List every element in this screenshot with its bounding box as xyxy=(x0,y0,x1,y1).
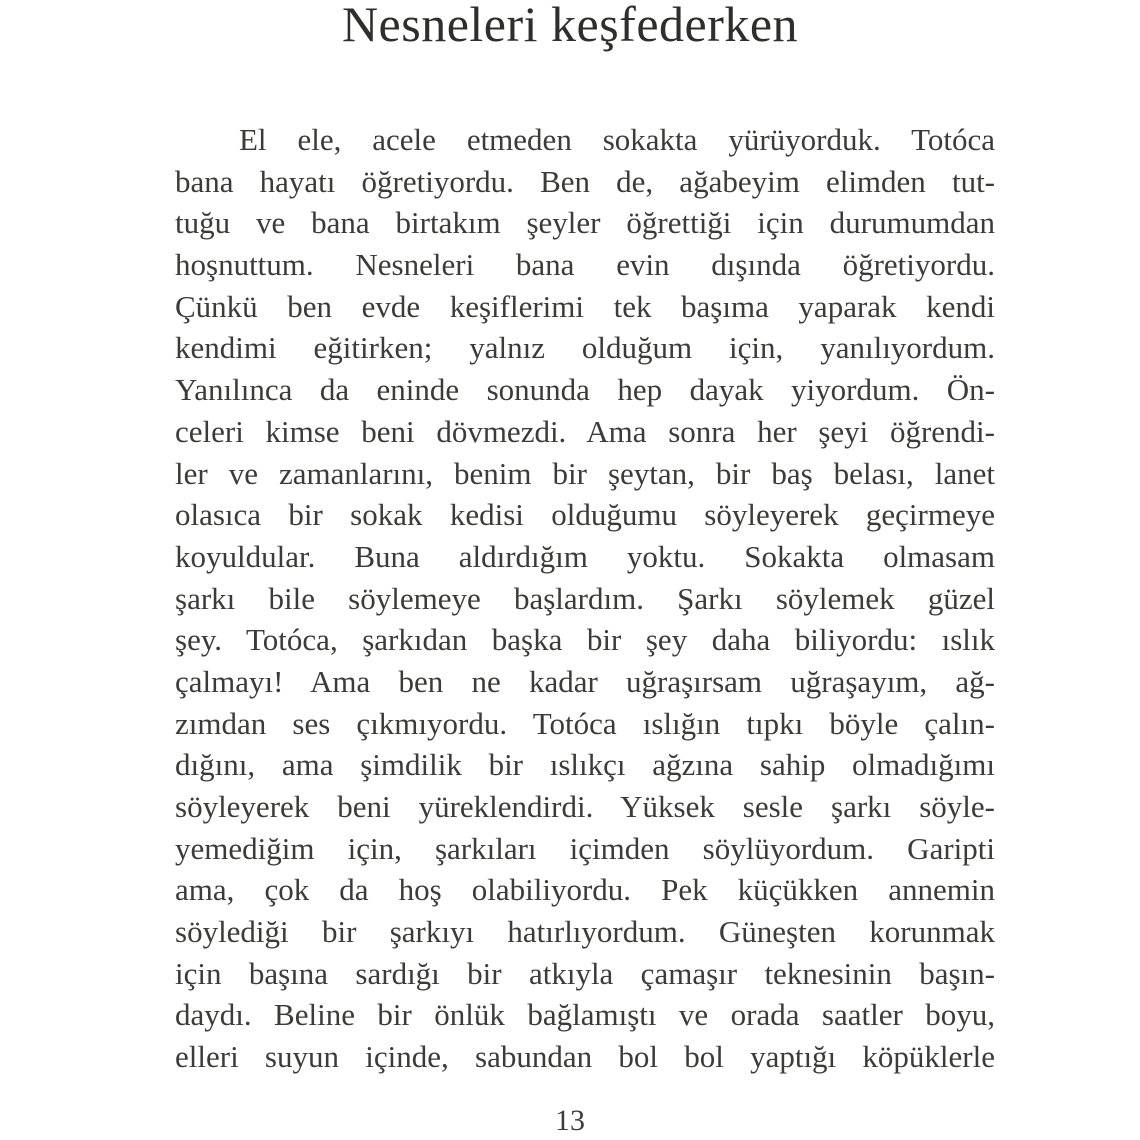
body-line: olasıca bir sokak kedisi olduğumu söyleyerek geçirmeye xyxy=(175,497,995,533)
body-line: ler ve zamanlarını, benim bir şeytan, bir baş belası, lanet xyxy=(175,455,995,491)
body-line: için başına sardığı bir atkıyla çamaşır teknesinin başın- xyxy=(175,955,995,991)
body-line: kendimi eğitirken; yalnız olduğum için, yanılıyordum. xyxy=(175,330,995,366)
body-line: tuğu ve bana birtakım şeyler öğrettiği için durumumdan xyxy=(175,205,995,241)
body-line: El ele, acele etmeden sokakta yürüyorduk. Totóca xyxy=(239,122,995,157)
body-line: çalmayı! Ama ben ne kadar uğraşırsam uğraşayım, ağ- xyxy=(175,663,995,699)
body-line: şey. Totóca, şarkıdan başka bir şey daha biliyordu: ıslık xyxy=(175,622,995,658)
body-line: elleri suyun içinde, sabundan bol bol yaptığı köpüklerle xyxy=(175,1039,995,1075)
body-line: söylediği bir şarkıyı hatırlıyordum. Güneşten korunmak xyxy=(175,914,995,950)
body-line: söyleyerek beni yüreklendirdi. Yüksek sesle şarkı söyle- xyxy=(175,789,995,824)
body-line: hoşnuttum. Nesneleri bana evin dışında öğretiyordu. xyxy=(175,247,995,283)
body-line: ama, çok da hoş olabiliyordu. Pek küçükken annemin xyxy=(175,872,995,908)
body-line: daydı. Beline bir önlük bağlamıştı ve orada saatler boyu, xyxy=(175,997,995,1033)
body-line: zımdan ses çıkmıyordu. Totóca ıslığın tıpkı böyle çalın- xyxy=(175,705,995,741)
body-line: dığını, ama şimdilik bir ıslıkçı ağzına sahip olmadığımı xyxy=(175,747,995,783)
body-line: koyuldular. Buna aldırdığım yoktu. Sokakta olmasam xyxy=(175,538,995,574)
body-line: celeri kimse beni dövmezdi. Ama sonra her şeyi öğrendi- xyxy=(175,413,995,449)
page-number: 13 xyxy=(555,1104,585,1137)
body-line: şarkı bile söylemeye başlardım. Şarkı söylemek güzel xyxy=(175,580,995,616)
body-line: Yanılınca da eninde sonunda hep dayak yiyordum. Ön- xyxy=(175,372,995,408)
body-text xyxy=(175,119,995,1078)
body-line: Çünkü ben evde keşiflerimi tek başıma yaparak kendi xyxy=(175,288,995,324)
body-line: bana hayatı öğretiyordu. Ben de, ağabeyim elimden tut- xyxy=(175,163,995,199)
body-line: yemediğim için, şarkıları içimden söylüyordum. Garipti xyxy=(175,830,995,866)
chapter-title: Nesneleri keşfederken xyxy=(341,0,799,52)
